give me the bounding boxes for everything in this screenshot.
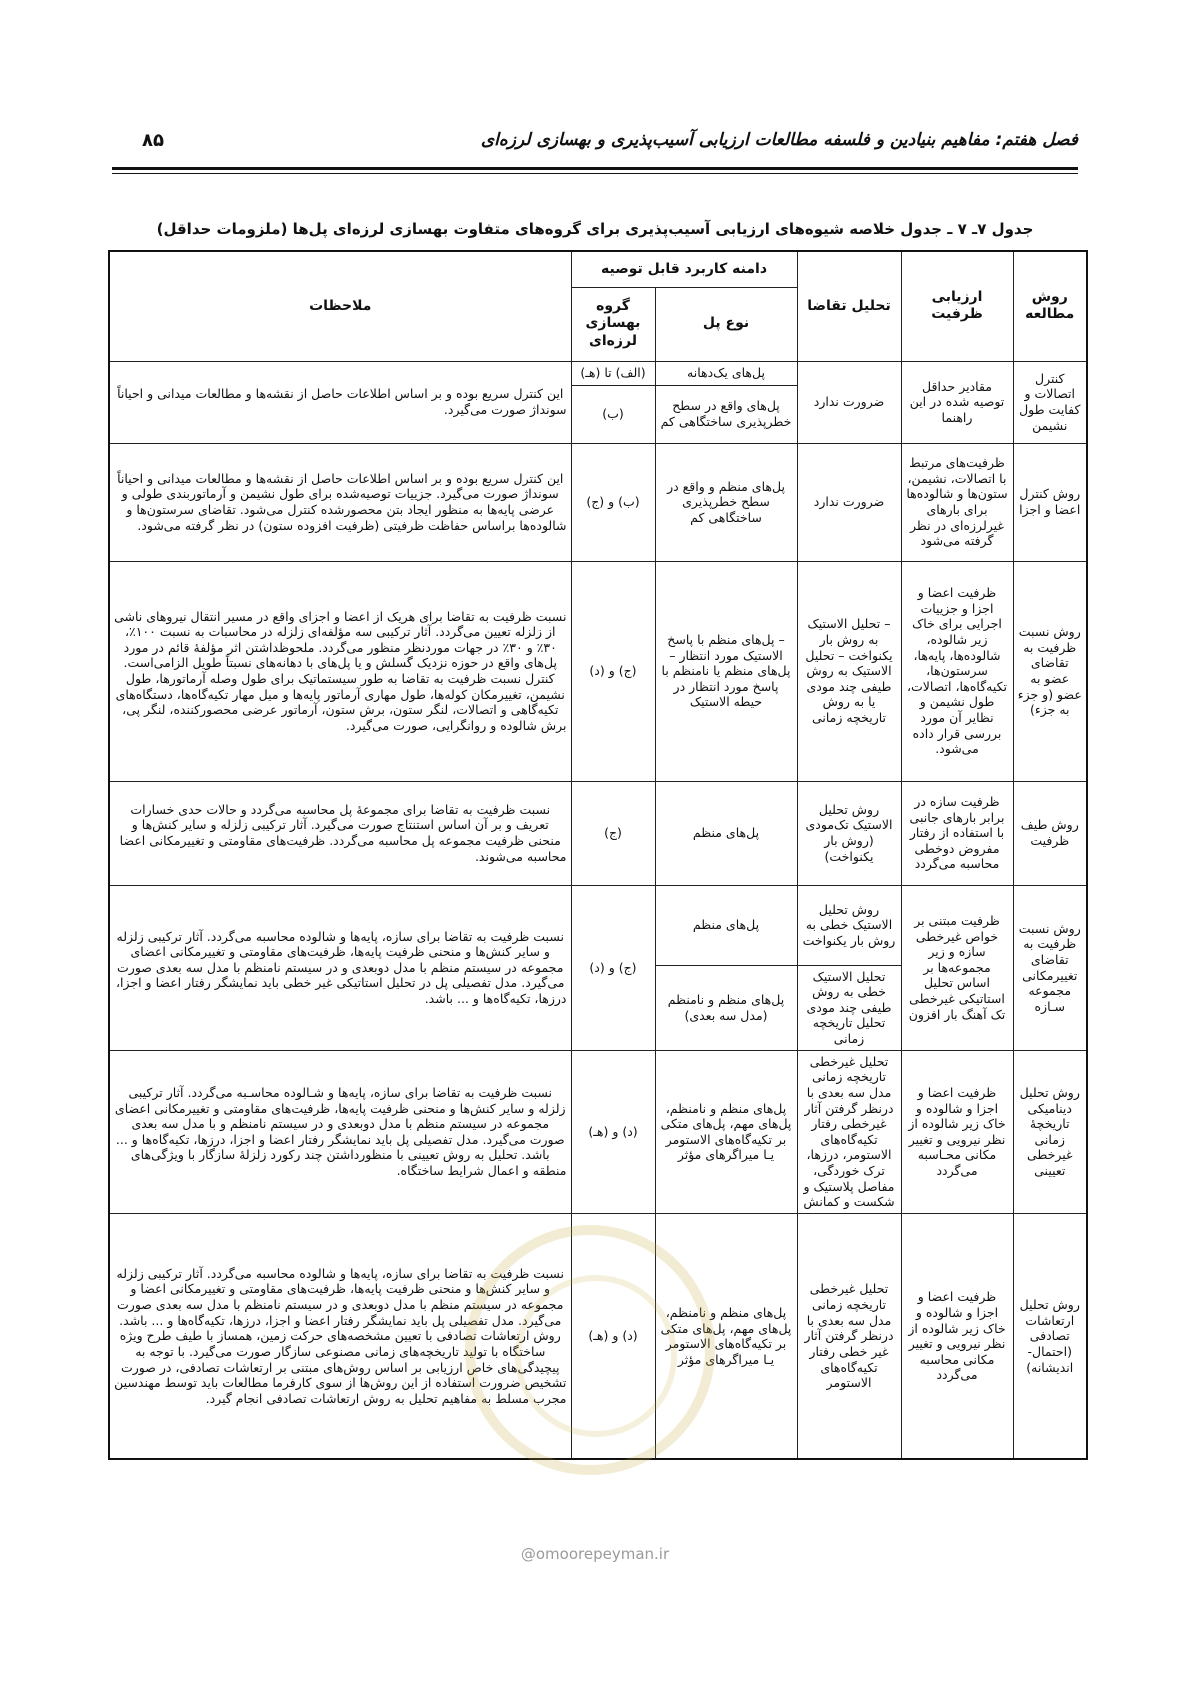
row5-group: (ج) و (د) [571, 885, 655, 1050]
row1-method: کنترل اتصالات و کفایت طول نشیمن [1013, 361, 1087, 443]
row4-notes: نسبت ظرفیت به تقاضا برای مجموعهٔ پل محاسبه می‌گردد و حالات حدی خسارات تعریف و بر آن اساس استنتاج صورت می‌گیرد. آثار ترکیبی زلزله و سایر کنش‌ها و منحنی ظرفیت مجموعه پل محاسبه می‌گردد. ظرفیت‌های مقاومتی و تغییرمکانی اعضا محاسبه می‌شوند. [109, 781, 571, 885]
row1-group-a: (الف) تا (هـ) [571, 361, 655, 385]
header-retrofit-group: گروه بهسازی لرزه‌ای [571, 287, 655, 361]
row2-demand: ضرورت ندارد [797, 443, 901, 561]
row2-bridge-type: پل‌های منظم و واقع در سطح خطرپذیری ساختگاهی کم [655, 443, 797, 561]
row1-notes: این کنترل سریع بوده و بر اساس اطلاعات حاصل از نقشه‌ها و مطالعات میدانی و احیاناً سونداژ صورت می‌گیرد. [109, 361, 571, 443]
row7-demand: تحلیل غیرخطی تاریخچه زمانی مدل سه بعدی با درنظر گرفتن آثار غیر خطی رفتار تکیه‌گاه‌های الاستومر [797, 1213, 901, 1459]
row2-group: (ب) و (ج) [571, 443, 655, 561]
row5-bridge-type-b: پل‌های منظم و نامنظم (مدل سه بعدی) [655, 965, 797, 1050]
row6-demand: تحلیل غیرخطی تاریخچه زمانی مدل سه بعدی با درنظر گرفتن آثار غیرخطی رفتار تکیه‌گاه‌های الاستومر، درزها، ترک خوردگی، مفاصل پلاستیک و شکست و کمانش [797, 1050, 901, 1213]
table-caption: جدول ۷ـ ۷ ـ جدول خلاصه شیوه‌های ارزیابی آسیب‌پذیری برای گروه‌های متفاوت بهسازی لرزه‌ای پل‌ها (ملزومات حداقل) [156, 220, 1034, 238]
row6-group: (د) و (هـ) [571, 1050, 655, 1213]
row2-method: روش کنترل اعضا و اجزا [1013, 443, 1087, 561]
header-notes: ملاحظات [109, 251, 571, 361]
row7-group: (د) و (هـ) [571, 1213, 655, 1459]
header-capacity: ارزیابی ظرفیت [901, 251, 1013, 361]
row3-group: (ج) و (د) [571, 561, 655, 781]
row5-notes: نسبت ظرفیت به تقاضا برای سازه، پایه‌ها و شالوده محاسبه می‌گردد. آثار ترکیبی زلزله و سایر کنش‌ها و منحنی ظرفیت پایه‌ها، ظرفیت‌های مقاومتی و تغییرمکانی اعضای مجموعه در سیستم منظم با مدل دوبعدی و در سیستم نامنظم با مدل سه بعدی صورت می‌گیرد. مدل تفصیلی پل در تحلیل استاتیکی غیر خطی باید نمایشگر رفتار اعضا و اجزا، درزها، تکیه‌گاه‌ها و ... باشد. [109, 885, 571, 1050]
row5-demand-a: روش تحلیل الاستیک خطی به روش بار یکنواخت [797, 885, 901, 965]
row5-capacity: ظرفیت مبتنی بر خواص غیرخطی سازه و زیر مجموعه‌ها بر اساس تحلیل استاتیکی غیرخطی تک آهنگ بار افزون [901, 885, 1013, 1050]
row3-notes: نسبت ظرفیت به تقاضا برای هریک از اعضا و اجزای واقع در مسیر انتقال نیروهای ناشی از زلزله تعیین می‌گردد. آثار ترکیبی سه مؤلفه‌ای زلزله در محاسبات به نسبت ۱۰۰٪، ۳۰٪ و ۳۰٪ در جهات موردنظر منظور می‌گردد. ملحوظداشتن اثر مؤلفهٔ قائم در مورد پل‌های واقع در حوزه نزدیک گسلش و یا پل‌های با دهانه‌های نسبتاً طویل الزامی‌است. کنترل نسبت ظرفیت به تقاضا به طور سیستماتیک برای طول وصله آرماتورها، طول نشیمن، تغییرمکان کوله‌ها، طول مهاری آرماتور پایه‌ها و میل مهار تکیه‌گاه‌ها، دستگاه‌های تکیه‌گاهی و اتصالات، لنگر ستون، برش ستون، آرماتور عرضی محصورکننده، لنگر پی، برش شالوده و روانگرایی، صورت می‌گیرد. [109, 561, 571, 781]
chapter-title: فصل هفتم: مفاهیم بنیادین و فلسفه مطالعات ارزیابی آسیب‌پذیری و بهسازی لرزه‌ای [480, 130, 1078, 150]
row1-demand: ضرورت ندارد [797, 361, 901, 443]
page-header [112, 130, 1078, 162]
row5-demand-b: تحلیل الاستیک خطی به روش طیفی چند مودی تحلیل تاریخچه زمانی [797, 965, 901, 1050]
page-number: ۸۵ [142, 130, 164, 151]
row5-method: روش نسبت ظرفیت به تقاضای تغییرمکانی مجموعه سـازه [1013, 885, 1087, 1050]
header-scope: دامنه کاربرد قابل توصیه [571, 251, 797, 287]
row7-notes: نسبت ظرفیت به تقاضا برای سازه، پایه‌ها و شالوده محاسبه می‌گردد. آثار ترکیبی زلزله و سایر کنش‌ها و منحنی ظرفیت پایه‌ها، ظرفیت‌های مقاومتی و تغییرمکانی اعضا و مجموعه در سیستم منظم با مدل دوبعدی و در سیستم نامنظم با مدل سه بعدی صورت می‌گیرد. مدل تفصیلی پل باید نمایشگر رفتار اعضا و اجزا، درزها، تکیه‌گاه‌ها و ... باشد. روش ارتعاشات تصادفی با تعیین مشخصه‌های حرکت زمین، همساز با طیف طرح ویژه ساختگاه با تولید تاریخچه‌های زمانی مصنوعی سازگار صورت می‌گیرد. با توجه به پیچیدگی‌های خاص ارزیابی بر اساس روش‌های مبتنی بر ارتعاشات تصادفی، در صورت تشخیص ضرورت استفاده از این روش‌ها از سوی کارفرما مطالعات باید توسط مهندسین مجرب مسلط به مفاهیم تحلیل به روش ارتعاشات تصادفی انجام گیرد. [109, 1213, 571, 1459]
row1-capacity: مقادیر حداقل توصیه شده در این راهنما [901, 361, 1013, 443]
header-rule-thin [112, 173, 1078, 174]
row4-group: (ج) [571, 781, 655, 885]
row6-method: روش تحلیل دینامیکی تاریخچهٔ زمانی غیرخطی تعیینی [1013, 1050, 1087, 1213]
methods-table [108, 250, 1088, 1460]
row7-method: روش تحلیل ارتعاشات تصادفی (احتمال-اندیشانه) [1013, 1213, 1087, 1459]
row6-capacity: ظرفیت اعضا و اجزا و شالوده و خاک زیر شالوده از نظر نیرویی و تغییر مکانی محـاسبه می‌گردد [901, 1050, 1013, 1213]
header-method: روش مطالعه [1013, 251, 1087, 361]
row6-bridge-type: پل‌های منظم و نامنظم، پل‌های مهم، پل‌های متکی بر تکیه‌گاه‌های الاستومر یـا میراگرهای مؤثر [655, 1050, 797, 1213]
row4-demand: روش تحلیل الاستیک تک‌مودی (روش بار یکنواخت) [797, 781, 901, 885]
row4-method: روش طیف ظرفیت [1013, 781, 1087, 885]
row6-notes: نسبت ظرفیت به تقاضا برای سازه، پایه‌ها و شـالوده محاسـبه می‌گردد. آثار ترکیبی زلزله و سایر کنش‌ها و منحنی ظرفیت پایه‌ها، ظرفیت‌های مقاومتی و تغییرمکانی اعضای مجموعه در سیستم منظم با مدل دوبعدی و در سیستم نامنظم و با مدل سه بعدی صورت می‌گیرد. مدل تفصیلی پل باید نمایشگر رفتار اعضا و اجزا، درزها، تکیه‌گاه‌ها و ... باشد. تحلیل به روش تعیینی با منظورداشتن چند رکورد زلزلهٔ سازگار با ویژگی‌های منطقه و اعمال شرایط ساختگاه. [109, 1050, 571, 1213]
row3-demand: – تحلیل الاستیک به روش بار یکنواخت – تحلیل الاستیک به روش طیفی چند مودی یا به روش تاریخچه زمانی [797, 561, 901, 781]
row1-bridge-type-a: پل‌های یک‌دهانه [655, 361, 797, 385]
row1-bridge-type-b: پل‌های واقع در سطح خطرپذیری ساختگاهی کم [655, 385, 797, 443]
header-rule [112, 167, 1078, 170]
row7-bridge-type: پل‌های منظم و نامنظم، پل‌های مهم، پل‌های متکی بر تکیه‌گاه‌های الاستومر یـا میراگرهای مؤثر [655, 1213, 797, 1459]
row4-capacity: ظرفیت سازه در برابر بارهای جانبی با استفاده از رفتار مفروض دوخطی محاسبه می‌گردد [901, 781, 1013, 885]
row2-capacity: ظرفیت‌های مرتبط با اتصالات، نشیمن، ستون‌ها و شالوده‌ها برای بارهای غیرلرزه‌ای در نظر گرفته می‌شود [901, 443, 1013, 561]
watermark-text: @omoorepeyman.ir [520, 1545, 670, 1563]
header-demand: تحلیل تقاضا [797, 251, 901, 361]
row2-notes: این کنترل سریع بوده و بر اساس اطلاعات حاصل از نقشه‌ها و مطالعات میدانی و احیاناً سونداژ صورت می‌گیرد. جزییات توصیه‌شده برای طول نشیمن و آرماتوربندی طولی و عرضی پایه‌ها به منظور ایجاد بتن محصورشده کنترل می‌شود. تقاضای سرستون‌ها و شالوده‌ها براساس حفاظت ظرفیتی (ظرفیت افزوده ستون) در نظر گرفته می‌شود. [109, 443, 571, 561]
row3-bridge-type: – پل‌های منظم با پاسخ الاستیک مورد انتظار – پل‌های منظم یا نامنظم با پاسخ مورد انتظار در حیطه الاستیک [655, 561, 797, 781]
row3-method: روش نسبت ظرفیت به تقاضای عضو به عضو (و جزء به جزء) [1013, 561, 1087, 781]
row3-capacity: ظرفیت اعضا و اجزا و جزییات اجرایی برای خاک زیر شالوده، شالوده‌ها، پایه‌ها، سرستون‌ها، تکیه‌گاه‌ها، اتصالات، طول نشیمن و نظایر آن مورد بررسی قرار داده می‌شود. [901, 561, 1013, 781]
row5-bridge-type-a: پل‌های منظم [655, 885, 797, 965]
row7-capacity: ظرفیت اعضا و اجزا و شالوده و خاک زیر شالوده از نظر نیرویی و تغییر مکانی محاسبه می‌گردد [901, 1213, 1013, 1459]
header-bridge-type: نوع پل [655, 287, 797, 361]
row4-bridge-type: پل‌های منظم [655, 781, 797, 885]
row1-group-b: (ب) [571, 385, 655, 443]
